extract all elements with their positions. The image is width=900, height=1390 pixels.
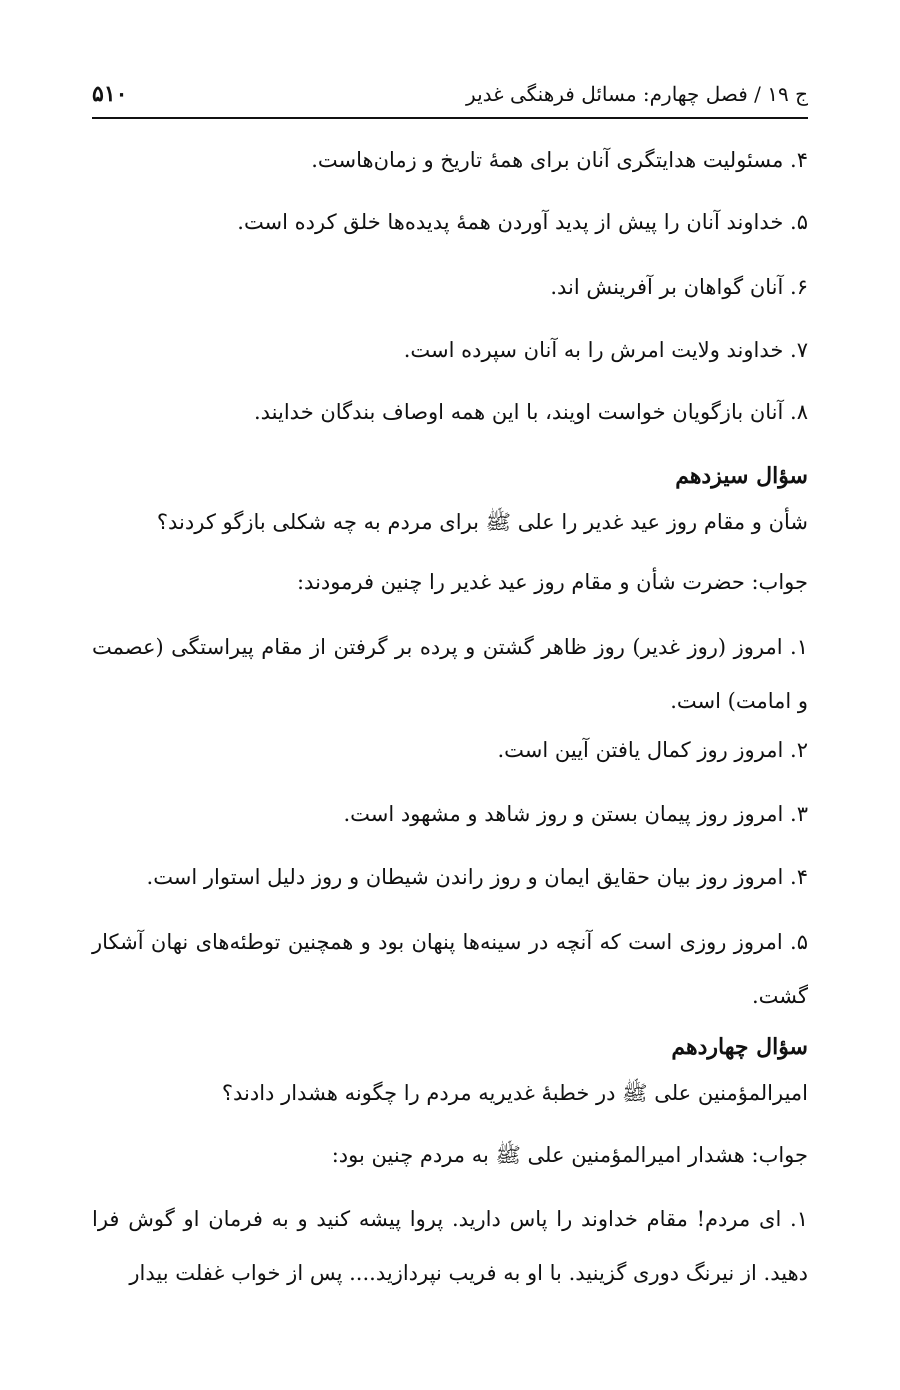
question-text: امیرالمؤمنین علی ﷺ در خطبهٔ غدیریه مردم را چگونه هشدار دادند؟ (221, 1081, 808, 1105)
running-head: ج ۱۹ / فصل چهارم: مسائل فرهنگی غدیر (466, 82, 808, 106)
list-item: ۷. خداوند ولایت امرش را به آنان سپرده است. (403, 338, 808, 362)
list-item: ۵. خداوند آنان را پیش از پدید آوردن همهٔ پدیده‌ها خلق کرده است. (237, 210, 808, 234)
list-item: ۶. آنان گواهان بر آفرینش اند. (550, 275, 808, 299)
list-item: ۴. امروز روز بیان حقایق ایمان و روز راندن شیطان و روز دلیل استوار است. (146, 865, 808, 889)
answer-text: جواب: حضرت شأن و مقام روز عید غدیر را چنین فرمودند: (296, 570, 808, 594)
header-rule (92, 117, 808, 119)
list-item: ۱. امروز (روز غدیر) روز ظاهر گشتن و پرده بر گرفتن از مقام پیراستگی (عصمت و امامت) است. (92, 635, 808, 713)
answer-text: جواب: هشدار امیرالمؤمنین علی ﷺ به مردم چنین بود: (331, 1143, 808, 1167)
list-item: ۱. ای مردم! مقام خداوند را پاس دارید. پروا پیشه کنید و به فرمان او گوش فرا دهید. از نیرنگ دوری گزینید. با او به فریب نپردازید.... پس از خواب غفلت بیدار (92, 1207, 808, 1285)
list-item: ۲. امروز روز کمال یافتن آیین است. (497, 738, 808, 762)
list-item: ۳. امروز روز پیمان بستن و روز شاهد و مشهود است. (343, 802, 808, 826)
section-heading-q14: سؤال چهاردهم (671, 1034, 808, 1060)
list-item: ۸. آنان بازگویان خواست اویند، با این همه اوصاف بندگان خدایند. (253, 400, 808, 424)
list-item: ۴. مسئولیت هدایتگری آنان برای همهٔ تاریخ و زمان‌هاست. (311, 148, 808, 172)
page-number: ۵۱۰ (92, 81, 128, 107)
list-item: ۵. امروز روزی است که آنچه در سینه‌ها پنهان بود و همچنین توطئه‌های نهان آشکار گشت. (92, 930, 808, 1008)
question-text: شأن و مقام روز عید غدیر را علی ﷺ برای مردم به چه شکلی بازگو کردند؟ (156, 510, 808, 534)
section-heading-q13: سؤال سیزدهم (675, 463, 808, 489)
page-header (92, 74, 808, 114)
